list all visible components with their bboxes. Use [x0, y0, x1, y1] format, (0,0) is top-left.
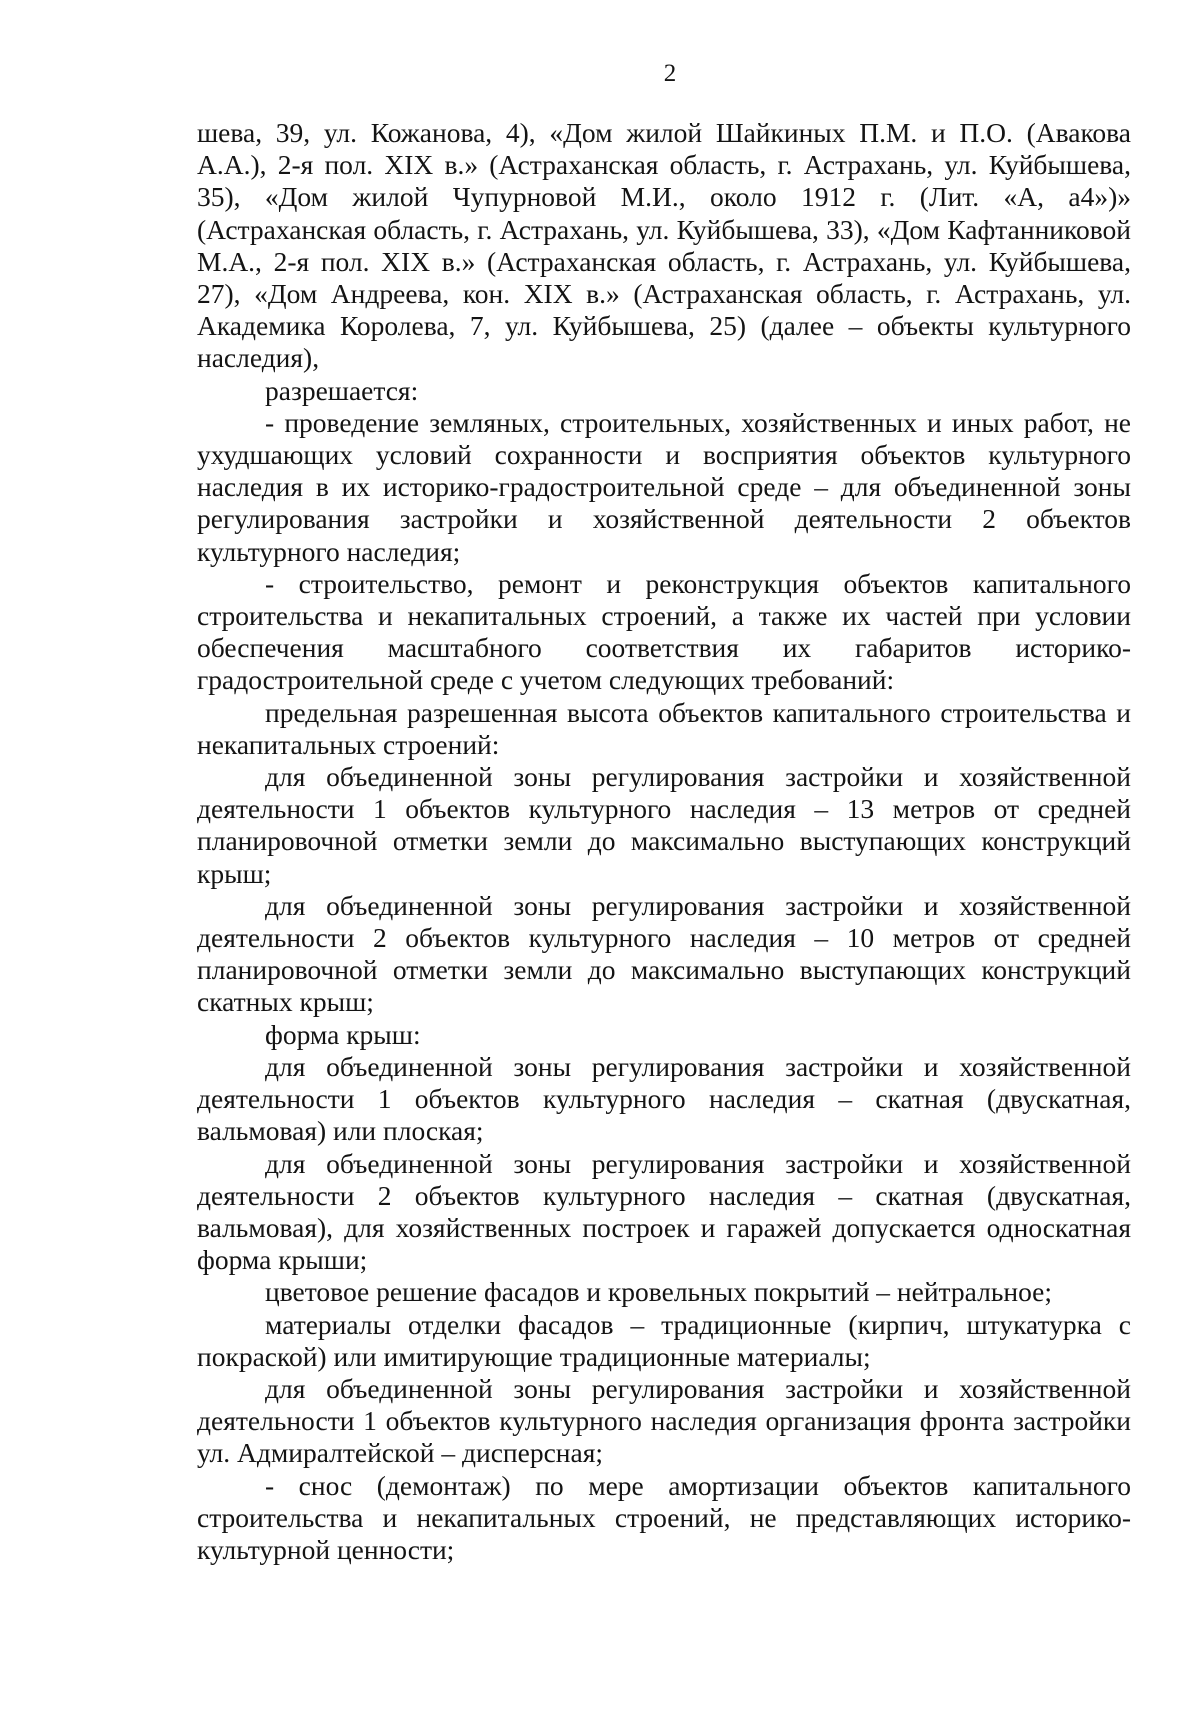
page-number: 2: [663, 60, 677, 87]
paragraph-roof-zone-1: для объединенной зоны регулирования застройки и хозяйственной деятельности 1 объектов культурного наследия – скатная (двускатная, вальмовая) или плоская;: [197, 1050, 1131, 1147]
document-body: [197, 117, 1131, 1566]
paragraph-color-scheme: цветовое решение фасадов и кровельных покрытий – нейтральное;: [265, 1276, 1053, 1308]
paragraph-max-height: предельная разрешенная высота объектов капитального строительства и некапитальных строений:: [197, 696, 1131, 760]
paragraph-height-zone-1: для объединенной зоны регулирования застройки и хозяйственной деятельности 1 объектов культурного наследия – 13 метров от средней планировочной отметки земли до максимально выступающих конструкций крыш;: [197, 761, 1131, 889]
paragraph-demolition: - снос (демонтаж) по мере амортизации объектов капитального строительства и некапитальных строений, не представляющих историко-культурной ценности;: [197, 1469, 1131, 1565]
paragraph-object-list: шева, 39, ул. Кожанова, 4), «Дом жилой Шайкиных П.М. и П.О. (Авакова А.А.), 2-я пол. XIX в.» (Астраханская область, г. Астрахань, ул. Куйбышева, 35), «Дом жилой Чупурновой М.И., около 1912 г. (Лит. «А, а4»)» (Астраханская область, г. Астрахань, ул. Куйбышева, 33), «Дом Кафтанниковой М.А., 2-я пол. XIX в.» (Астраханская область, г. Астрахань, ул. Куйбышева, 27), «Дом Андреева, кон. XIX в.» (Астраханская область, г. Астрахань, ул. Академика Королева, 7, ул. Куйбышева, 25) (далее – объекты культурного наследия),: [197, 117, 1131, 374]
paragraph-roof-form: форма крыш:: [265, 1018, 421, 1050]
paragraph-earthworks: - проведение земляных, строительных, хозяйственных и иных работ, не ухудшающих условий сохранности и восприятия объектов культурного наследия в их историко-градостроительной среде – для объединенной зоны регулирования застройки и хозяйственной деятельности 2 объектов культурного наследия;: [197, 406, 1131, 567]
paragraph-frontage: для объединенной зоны регулирования застройки и хозяйственной деятельности 1 объектов культурного наследия организация фронта застройки ул. Адмиралтейской – дисперсная;: [197, 1372, 1131, 1469]
paragraph-facade-materials: материалы отделки фасадов – традиционные (кирпич, штукатурка с покраской) или имитирующие традиционные материалы;: [197, 1308, 1131, 1372]
paragraph-roof-zone-2: для объединенной зоны регулирования застройки и хозяйственной деятельности 2 объектов культурного наследия – скатная (двускатная, вальмовая), для хозяйственных построек и гаражей допускается односкатная форма крыши;: [197, 1147, 1131, 1276]
paragraph-height-zone-2: для объединенной зоны регулирования застройки и хозяйственной деятельности 2 объектов культурного наследия – 10 метров от средней планировочной отметки земли до максимально выступающих конструкций скатных крыш;: [197, 889, 1131, 1018]
paragraph-construction: - строительство, ремонт и реконструкция объектов капитального строительства и некапитальных строений, а также их частей при условии обеспечения масштабного соответствия их габаритов историко-градостроительной среде с учетом следующих требований:: [197, 567, 1131, 696]
paragraph-permitted-heading: разрешается:: [265, 374, 419, 406]
